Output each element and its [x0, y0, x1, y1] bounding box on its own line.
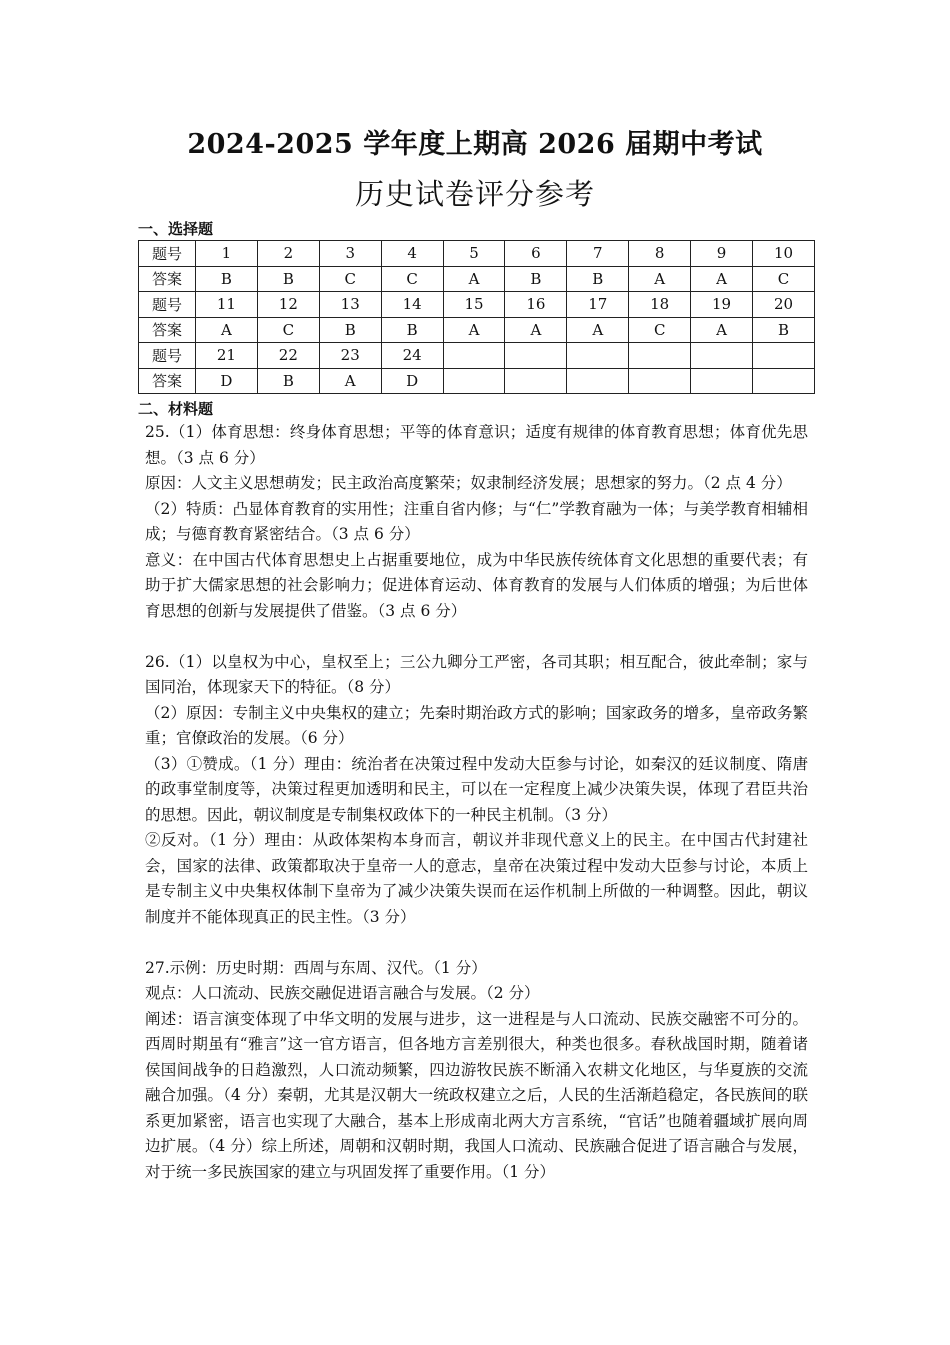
exam-title: 2024-2025 学年度上期高 2026 届期中考试 — [187, 129, 763, 160]
row-header: 题号 — [139, 343, 196, 369]
q26-part3-agree: （3）①赞成。（1 分）理由：统治者在决策过程中发动大臣参与讨论，如秦汉的廷议制度、隋唐的政事堂制度等，决策过程更加透明和民主，可以在一定程度上减少决策失误，体现了君臣共治的思想。因此，朝议制度是专制集权政体下的一种民主机制。（3 分） — [145, 754, 808, 824]
question-number-cell: 8 — [629, 241, 691, 267]
answer-cell: D — [196, 368, 258, 394]
question-number-cell: 6 — [505, 241, 567, 267]
answer-cell — [443, 368, 505, 394]
question-number-cell — [505, 343, 567, 369]
question-number-cell: 1 — [196, 241, 258, 267]
answer-cell: A — [629, 266, 691, 292]
answer-cell — [753, 368, 815, 394]
answer-cell: A — [443, 317, 505, 343]
table-row — [139, 292, 815, 318]
answer-cell: A — [691, 266, 753, 292]
question-number-cell: 9 — [691, 241, 753, 267]
answer-cell — [629, 368, 691, 394]
row-header: 题号 — [139, 241, 196, 267]
row-header: 答案 — [139, 368, 196, 394]
table-row — [139, 343, 815, 369]
question-number-cell: 14 — [381, 292, 443, 318]
q27-viewpoint: 观点：人口流动、民族交融促进语言融合与发展。（2 分） — [145, 984, 540, 1002]
answer-cell — [691, 368, 753, 394]
answer-cell: A — [196, 317, 258, 343]
question-number-cell: 5 — [443, 241, 505, 267]
question-number-cell — [629, 343, 691, 369]
answer-cell: A — [319, 368, 381, 394]
q26-part3-disagree: ②反对。（1 分）理由：从政体架构本身而言，朝议并非现代意义上的民主。在中国古代封建社会，国家的法律、政策都取决于皇帝一人的意志，皇帝在决策过程中发动大臣参与讨论，本质上是专制主义中央集权体制下皇帝为了减少决策失误而在运作机制上所做的一种调整。因此，朝议制度并不能体现真正的民主性。（3 分） — [145, 831, 808, 926]
question-number-cell: 24 — [381, 343, 443, 369]
question-number-cell: 23 — [319, 343, 381, 369]
answer-cell: C — [629, 317, 691, 343]
answer-cell: C — [381, 266, 443, 292]
question-number-cell: 10 — [753, 241, 815, 267]
answer-cell: A — [567, 317, 629, 343]
question-number-cell: 22 — [257, 343, 319, 369]
answer-cell: A — [443, 266, 505, 292]
question-number-cell: 19 — [691, 292, 753, 318]
answer-cell — [505, 368, 567, 394]
question-number-cell: 15 — [443, 292, 505, 318]
q27-elaboration: 阐述：语言演变体现了中华文明的发展与进步，这一进程是与人口流动、民族交融密不可分的。西周时期虽有“雅言”这一官方语言，但各地方言差别很大，种类也很多。春秋战国时期，随着诸侯国间战争的日趋激烈，人口流动频繁，四边游牧民族不断涌入农耕文化地区，与华夏族的交流融合加强。（4 分）秦朝，尤其是汉朝大一统政权建立之后，人民的生活渐趋稳定，各民族间的联系更加紧密，语言也实现了大融合，基本上形成南北两大方言系统，“官话”也随着疆域扩展向周边扩展。（4 分）综上所述，周朝和汉朝时期，我国人口流动、民族融合促进了语言融合与发展，对于统一多民族国家的建立与巩固发挥了重要作用。（1 分） — [145, 1009, 808, 1181]
answer-cell — [567, 368, 629, 394]
question-number-cell: 12 — [257, 292, 319, 318]
answer-table — [138, 240, 815, 394]
question-number-cell — [691, 343, 753, 369]
table-row — [139, 241, 815, 267]
answer-cell: C — [257, 317, 319, 343]
table-row — [139, 317, 815, 343]
q27-period: 27.示例：历史时期：西周与东周、汉代。（1 分） — [145, 958, 487, 977]
question-number-cell: 21 — [196, 343, 258, 369]
q26-part2: （2）原因：专制主义中央集权的建立；先秦时期治政方式的影响；国家政务的增多，皇帝政务繁重；官僚政治的发展。（6 分） — [145, 703, 808, 747]
exam-subtitle: 历史试卷评分参考 — [354, 177, 595, 211]
q25-part1: 25.（1）体育思想：终身体育思想；平等的体育意识；适度有规律的体育教育思想；体育优先思想。（3 点 6 分） — [145, 423, 808, 467]
answer-cell: B — [196, 266, 258, 292]
answer-cell: B — [257, 266, 319, 292]
question-number-cell: 7 — [567, 241, 629, 267]
question-number-cell: 16 — [505, 292, 567, 318]
question-number-cell — [443, 343, 505, 369]
question-number-cell: 18 — [629, 292, 691, 318]
question-number-cell — [753, 343, 815, 369]
answer-cell: B — [753, 317, 815, 343]
question-number-cell: 11 — [196, 292, 258, 318]
answer-cell: C — [753, 266, 815, 292]
answer-cell: D — [381, 368, 443, 394]
q25-significance: 意义：在中国古代体育思想史上占据重要地位，成为中华民族传统体育文化思想的重要代表；有助于扩大儒家思想的社会影响力；促进体育运动、体育教育的发展与人们体质的增强；为后世体育思想的创新与发展提供了借鉴。（3 点 6 分） — [145, 550, 808, 620]
question-number-cell: 4 — [381, 241, 443, 267]
table-row — [139, 266, 815, 292]
row-header: 答案 — [139, 266, 196, 292]
answer-cell: B — [505, 266, 567, 292]
answer-cell: C — [319, 266, 381, 292]
q25-reason: 原因：人文主义思想萌发；民主政治高度繁荣；奴隶制经济发展；思想家的努力。（2 点 4 分） — [145, 474, 792, 492]
answers-body — [145, 420, 808, 1185]
question-number-cell: 3 — [319, 241, 381, 267]
answer-cell: A — [691, 317, 753, 343]
question-number-cell: 2 — [257, 241, 319, 267]
answer-cell: B — [381, 317, 443, 343]
section-heading-choice: 一、选择题 — [138, 220, 214, 238]
answer-cell: B — [319, 317, 381, 343]
question-number-cell: 17 — [567, 292, 629, 318]
section-heading-material: 二、材料题 — [138, 400, 214, 418]
question-number-cell: 13 — [319, 292, 381, 318]
answer-cell: B — [257, 368, 319, 394]
table-row — [139, 368, 815, 394]
q26-part1: 26.（1）以皇权为中心，皇权至上；三公九卿分工严密，各司其职；相互配合，彼此牵制；家与国同治，体现家天下的特征。（8 分） — [145, 652, 808, 696]
row-header: 答案 — [139, 317, 196, 343]
q25-part2: （2）特质：凸显体育教育的实用性；注重自省内修；与“仁”学教育融为一体；与美学教育相辅相成；与德育教育紧密结合。（3 点 6 分） — [145, 499, 808, 543]
answer-cell: A — [505, 317, 567, 343]
answer-cell: B — [567, 266, 629, 292]
question-number-cell: 20 — [753, 292, 815, 318]
row-header: 题号 — [139, 292, 196, 318]
question-number-cell — [567, 343, 629, 369]
